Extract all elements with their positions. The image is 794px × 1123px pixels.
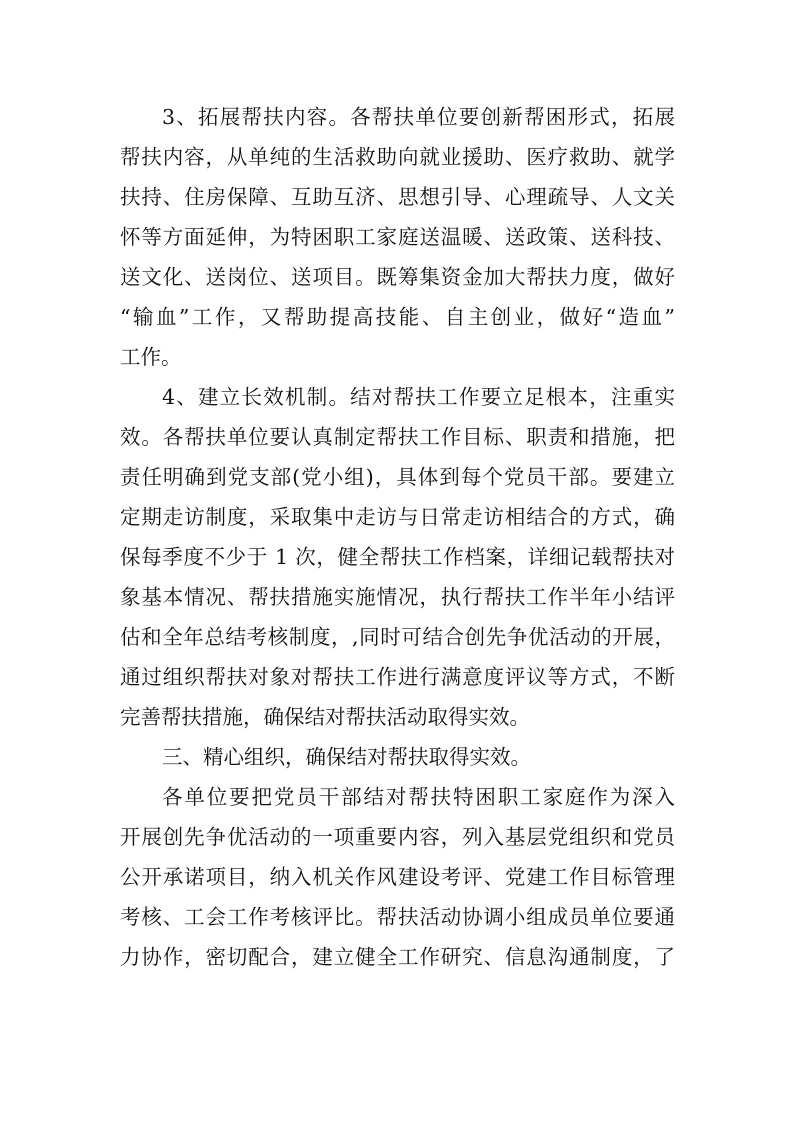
paragraph-line: 完善帮扶措施，确保结对帮扶活动取得实效。 <box>120 705 530 729</box>
section-heading: 三、精心组织，确保结对帮扶取得实效。 <box>162 745 531 769</box>
paragraph-line: 怀等方面延伸，为特困职工家庭送温暖、送政策、送科技、 <box>120 225 675 249</box>
paragraph-line: 象基本情况、帮扶措施实施情况，执行帮扶工作半年小结评 <box>120 585 675 609</box>
paragraph-line: 保每季度不少于 1 次，健全帮扶工作档案，详细记载帮扶对 <box>120 545 675 569</box>
paragraph-line: 3、拓展帮扶内容。各帮扶单位要创新帮困形式，拓展 <box>162 105 675 129</box>
paragraph-line: 考核、工会工作考核评比。帮扶活动协调小组成员单位要通 <box>120 905 675 929</box>
paragraph-line: 各单位要把党员干部结对帮扶特困职工家庭作为深入 <box>162 785 675 809</box>
paragraph-line: 扶持、住房保障、互助互济、思想引导、心理疏导、人文关 <box>120 185 675 209</box>
paragraph-line: 效。各帮扶单位要认真制定帮扶工作目标、职责和措施，把 <box>120 425 675 449</box>
paragraph-line: 定期走访制度，采取集中走访与日常走访相结合的方式，确 <box>120 505 675 529</box>
paragraph-line: 工作。 <box>120 345 182 369</box>
paragraph-line: 送文化、送岗位、送项目。既筹集资金加大帮扶力度，做好 <box>120 265 675 289</box>
paragraph-line: 公开承诺项目，纳入机关作风建设考评、党建工作目标管理 <box>120 865 675 889</box>
paragraph-line: 开展创先争优活动的一项重要内容，列入基层党组织和党员 <box>120 825 675 849</box>
paragraph-line: 4、建立长效机制。结对帮扶工作要立足根本，注重实 <box>162 385 675 409</box>
paragraph-line: “输血”工作，又帮助提高技能、自主创业，做好“造血” <box>120 305 675 329</box>
paragraph-line: 估和全年总结考核制度，,同时可结合创先争优活动的开展， <box>120 625 675 649</box>
paragraph-line: 帮扶内容，从单纯的生活救助向就业援助、医疗救助、就学 <box>120 145 675 169</box>
paragraph-line: 通过组织帮扶对象对帮扶工作进行满意度评议等方式，不断 <box>120 665 675 689</box>
paragraph-line: 力协作，密切配合，建立健全工作研究、信息沟通制度，了 <box>120 945 675 969</box>
paragraph-line: 责任明确到党支部(党小组)，具体到每个党员干部。要建立 <box>120 465 675 489</box>
